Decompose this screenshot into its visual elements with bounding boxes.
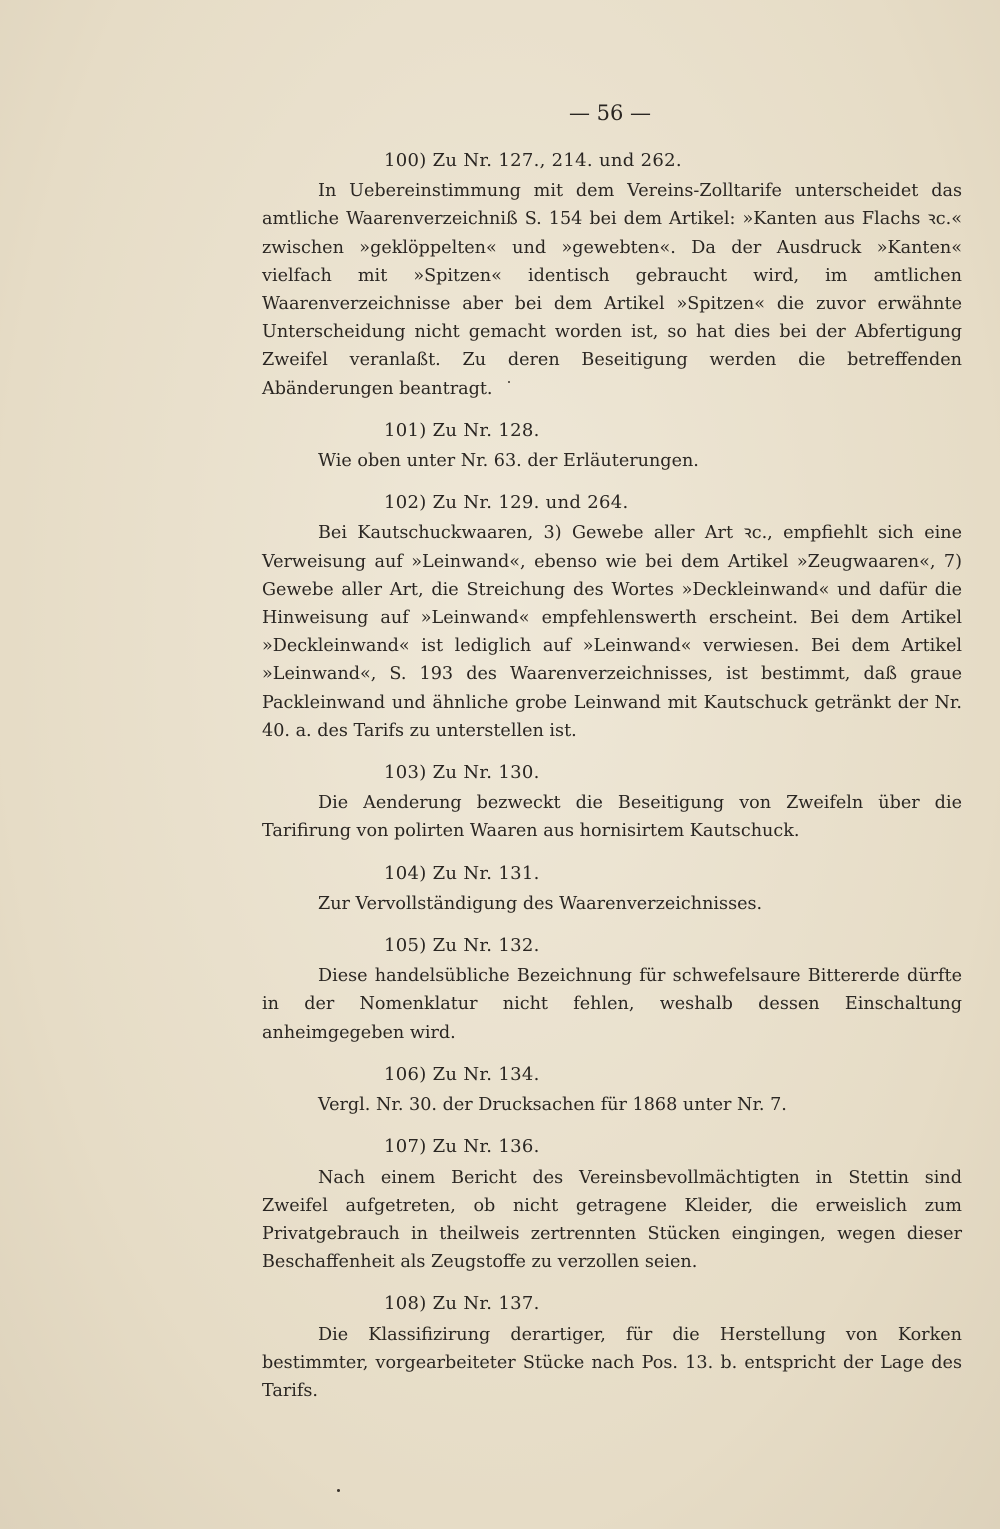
section-heading: 107) Zu Nr. 136. <box>384 1136 540 1158</box>
section-text: In Uebereinstimmung mit dem Vereins-Zolltarife unterscheidet das amtliche Waarenverzeichniß S. 154 bei dem Artikel: »Kanten aus Flachs ꝛc.« zwischen »geklöppelten« und »gewebten«. Da der Ausdruck »Kanten« vielfach mit »Spitzen« identisch gebraucht wird, im amtlichen Waarenverzeichnisse aber bei dem Artikel »Spitzen« die zuvor erwähnte Unterscheidung nicht gemacht worden ist, so hat dies bei der Abfertigung Zweifel veranlaßt. Zu deren Beseitigung werden die betreffenden Abänderungen beantragt. <box>262 181 962 399</box>
section-text: Nach einem Bericht des Vereinsbevollmächtigten in Stettin sind Zweifel aufgetreten, ob nicht getragene Kleider, die erweislich zum Privatgebrauch in theilweis zertrennten Stücken eingingen, wegen dieser Beschaffenheit als Zeugstoffe zu verzollen seien. <box>262 1167 962 1273</box>
section-heading: 105) Zu Nr. 132. <box>384 935 540 957</box>
ink-speck <box>337 1489 340 1492</box>
section-heading: 100) Zu Nr. 127., 214. und 262. <box>384 150 682 171</box>
section-text: Zur Vervollständigung des Waarenverzeichnisses. <box>318 893 763 914</box>
section-heading: 101) Zu Nr. 128. <box>384 419 540 441</box>
section-100 <box>262 147 962 403</box>
page-number: — 56 — <box>568 101 652 125</box>
section-heading: 104) Zu Nr. 131. <box>384 862 540 884</box>
section-heading: 106) Zu Nr. 134. <box>384 1063 540 1085</box>
section-text: Die Aenderung bezweckt die Beseitigung von Zweifeln über die Tarifirung von polirten Waaren aus hornisirtem Kautschuck. <box>262 793 962 842</box>
document-body <box>262 147 962 1405</box>
section-text: Vergl. Nr. 30. der Drucksachen für 1868 unter Nr. 7. <box>318 1095 787 1116</box>
section-103 <box>262 759 962 846</box>
section-102 <box>262 489 962 745</box>
section-heading: 102) Zu Nr. 129. und 264. <box>384 492 629 514</box>
section-105 <box>262 932 962 1047</box>
section-text: Bei Kautschuckwaaren, 3) Gewebe aller Art ꝛc., empfiehlt sich eine Verweisung auf »Leinwand«, ebenso wie bei dem Artikel »Zeugwaaren«, 7) Gewebe aller Art, die Streichung des Wortes »Deckleinwand« und dafür die Hinweisung auf »Leinwand« empfehlenswerth erscheint. Bei dem Artikel »Deckleinwand« ist lediglich auf »Leinwand« verwiesen. Bei dem Artikel »Leinwand«, S. 193 des Waarenverzeichnisses, ist bestimmt, daß graue Packleinwand und ähnliche grobe Leinwand mit Kautschuck getränkt der Nr. 40. a. des Tarifs zu unterstellen ist. <box>262 523 962 741</box>
section-106 <box>262 1061 962 1119</box>
ink-speck <box>508 381 510 383</box>
section-text: Die Klassifizirung derartiger, für die Herstellung von Korken bestimmter, vorgearbeiteter Stücke nach Pos. 13. b. entspricht der Lage des Tarifs. <box>262 1324 962 1401</box>
section-101 <box>262 417 962 475</box>
section-text: Diese handelsübliche Bezeichnung für schwefelsaure Bittererde dürfte in der Nomenklatur nicht fehlen, weshalb dessen Einschaltung anheimgegeben wird. <box>262 966 962 1043</box>
section-heading: 103) Zu Nr. 130. <box>384 762 540 784</box>
section-107 <box>262 1133 962 1276</box>
section-text: Wie oben unter Nr. 63. der Erläuterungen. <box>318 451 699 472</box>
section-104 <box>262 860 962 918</box>
section-heading: 108) Zu Nr. 137. <box>384 1293 540 1315</box>
section-108 <box>262 1290 962 1405</box>
